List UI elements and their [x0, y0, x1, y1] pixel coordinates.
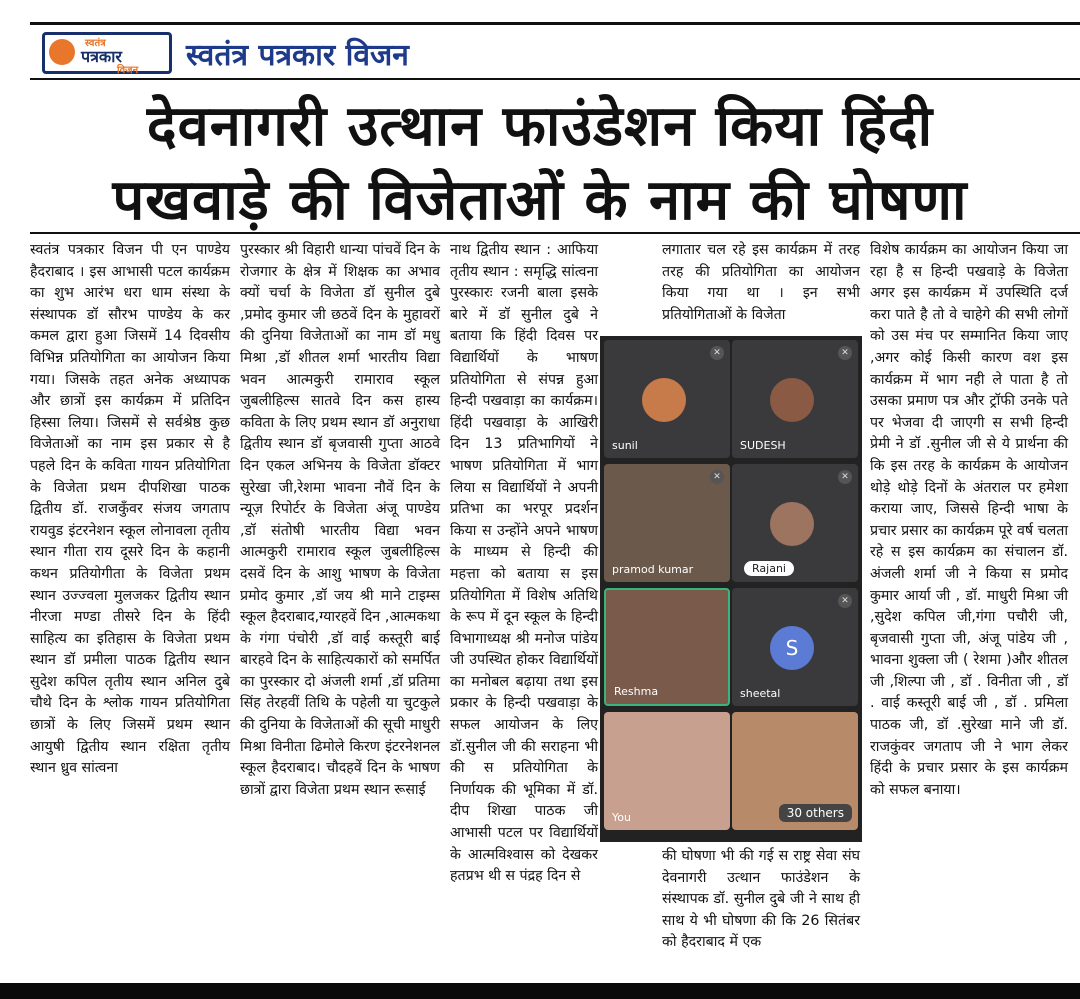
microphone-icon: [49, 39, 75, 65]
publication-logo: [42, 32, 172, 74]
logo-text-main: पत्रकार: [81, 47, 122, 66]
logo-text-bottom: विजन: [117, 65, 139, 76]
participant-name: sheetal: [740, 687, 781, 700]
participant-avatar: [770, 502, 814, 546]
article-column-3: [450, 240, 598, 888]
participant-name: pramod kumar: [612, 563, 694, 576]
muted-mic-icon: ✕: [838, 594, 852, 608]
headline-line-2: पखवाड़े की विजेताओं के नाम की घोषणा: [112, 168, 968, 233]
participant-name-pill: Rajani: [744, 561, 794, 576]
article-text: विशेष कार्यक्रम का आयोजन किया जा रहा है स हिन्दी पखवाड़े के विजेता अगर इस कार्यक्रम में उपस्थिति दर्ज करा पाते है तो वे चाहेगे की सभी लोगों को उस मंच पर सम्मानित किया जाए ,अगर कोई किसी कारण वश इस कार्यक्रम में भाग नही ले पाता है तो उसका प्रमाण पत्र और ट्रॉफी उनके पते पर भेजवा दी जाएगी स सभी हिन्दी प्रेमी ने डॉ .सुनील जी से ये प्रार्थना की कि इस तरह के कार्यक्रम के आयोजन थोड़े थोड़े दिनों के अंतराल पर हमेशा कराया जाए, जिससे हिन्दी भाषा के प्रचार प्रसार का कार्यक्रम पूरे वर्ष चलता रहे स इस कार्यक्रम का संचालन डॉ. अंजली शर्मा जी ने किया स प्रमोद कुमार आर्या जी , डॉ. माधुरी मिश्रा जी ,सुदेश कपिल जी,गंगा पचौरी जी, बृजवासी गुप्ता जी, अंजू पांडेय जी , भावना शुक्ला जी ( रेशमा )और शीतल जी ,शिल्पा जी , डॉ . विनीता जी , डॉ . वाई कस्तूरी बाई जी , डॉ . प्रमिला पाठक जी, डॉ .सुरेखा माने जी डॉ. राजकुंवर जगताप जी ने भाग लेकर हिंदी के प्रचार प्रसार के इस कार्यक्रम को सफल बनाया।: [870, 242, 1068, 798]
participant-avatar: [642, 378, 686, 422]
participant-tile: [732, 340, 858, 458]
article-text: की घोषणा भी की गई स राष्ट्र सेवा संघ देवनागरी उत्थान फाउंडेशन के संस्थापक डॉ. सुनील दुबे जी ने साथ ही साथ ये भी घोषणा की कि 26 सितंबर को हैदराबाद में एक: [662, 848, 860, 951]
bottom-bar: [0, 983, 1080, 999]
masthead-underline: [30, 78, 1080, 80]
logo-text-top: स्वतंत्र: [85, 38, 106, 49]
participant-avatar: [770, 378, 814, 422]
participant-tile: [604, 588, 730, 706]
article-column-4-top: [662, 240, 860, 326]
video-call-screenshot: [600, 336, 862, 842]
publication-title: स्वतंत्र पत्रकार विजन: [186, 37, 409, 73]
avatar-initial: S: [785, 636, 799, 660]
participant-name: sunil: [612, 439, 638, 452]
muted-mic-icon: ✕: [838, 346, 852, 360]
muted-mic-icon: ✕: [710, 470, 724, 484]
participant-tile: [604, 464, 730, 582]
article-text: नाथ द्वितीय स्थान : आफिया तृतीय स्थान : समृद्धि सांत्वना पुरस्कारः रजनी बाला इसके बारे में डॉ सुनील दुबे ने बताया कि हिंदी दिवस पर विद्यार्थियों के भाषण प्रतियोगिता से संपन्न हुआ हिन्दी पखवाड़ा का कार्यक्रम। हिंदी पखवाड़ा के आखिरी दिन 13 प्रतिभागियों ने भाषण प्रतियोगिता में भाग लिया स विद्यार्थियों ने अपनी प्रतिभा का भरपूर प्रदर्शन किया स उन्होंने अपने भाषण के माध्यम से हिन्दी की महत्ता को बताया स इस प्रतियोगिता में विशेष अतिथि के रूप में दून स्कूल के हिन्दी विभागाध्यक्ष श्री मनोज पांडेय जी उपस्थित होकर विद्यार्थियों का मनोबल बढ़ाया तथा इस प्रकार के हिन्दी पखवाड़ा के सफल आयोजन के लिए डॉ.सुनील जी की सराहना भी की स प्रतियोगिता के निर्णायक की भूमिका में डॉ. दीप शिखा पाठक जी आभासी पटल पर विद्यार्थियों के आत्मविश्वास को देखकर हतप्रभ थी स पंद्रह दिन से: [450, 242, 598, 885]
participant-tile: [604, 340, 730, 458]
participant-name: You: [612, 811, 631, 824]
article-column-5: [870, 240, 1068, 801]
masthead: [42, 30, 1062, 76]
muted-mic-icon: ✕: [838, 470, 852, 484]
participant-name: Reshma: [614, 685, 659, 698]
article-text: स्वतंत्र पत्रकार विजन पी एन पाण्डेय हैदराबाद । इस आभासी पटल कार्यक्रम का शुभ आरंभ धरा धाम संस्था के संस्थापक डॉ सौरभ पाण्डेय के कर कमल द्वारा हुआ जिसमें 14 दिवसीय विभिन्न प्रतियोगिता का आयोजन किया गया। जिसके तहत अनेक अध्यापक और छात्रों इस कार्यक्रम में प्रतिदिन हिस्सा लिया। जिसमें से सर्वश्रेष्ठ कुछ विजेताओं का नाम इस प्रकार से है पहले दिन के कविता गायन प्रतियोगिता के विजेता प्रथम दीपशिखा पाठक द्वितीय डॉ. राजकुँवर संजय जगताप रायवुड इंटरनेशन स्कूल लोनावला तृतीय स्थान गीता राय दूसरे दिन के कहानी कथन प्रतियोगीता के विजेता प्रथम स्थान उज्ज्वला मुलजकर द्वितीय स्थान नीरजा मण्डा तीसरे दिन के हिंदी साहित्य का इतिहास के विजेता प्रथम स्थान डॉ प्रमीला पाठक द्वितीय स्थान सुदेश कपिल तृतीय स्थान अनिल दुबे चौथे दिन के श्लोक गायन प्रतियोगिता छात्रों के लिए जिसमें प्रथम स्थान आयुषी द्वितीय स्थान रक्षिता तृतीय स्थान ध्रुव सांत्वना: [30, 242, 230, 777]
participant-tile: [732, 588, 858, 706]
participant-tile-self: [604, 712, 730, 830]
headline-line-1: देवनागरी उत्थान फाउंडेशन किया हिंदी: [146, 94, 934, 159]
article-text: लगातार चल रहे इस कार्यक्रम में तरह तरह की प्रतियोगिता का आयोजन किया गया था । इन सभी प्रतियोगिताओं के विजेता: [662, 242, 860, 323]
article-column-2: [240, 240, 440, 801]
article-column-1: [30, 240, 230, 780]
participant-initial-avatar: [770, 626, 814, 670]
participant-name: SUDESH: [740, 439, 786, 452]
top-border: [30, 22, 1080, 25]
muted-mic-icon: ✕: [710, 346, 724, 360]
participant-tile: [732, 464, 858, 582]
article-text: पुरस्कार श्री विहारी धान्या पांचवें दिन के रोजगार के क्षेत्र में शिक्षक का अभाव क्यों चर्चा के विजेता डॉ सुनील दुबे ,प्रमोद कुमार जी छठवें दिन के मुहावरों की दुनिया विजेताओं का नाम डॉ मधु मिश्रा ,डॉ शीतल शर्मा भारतीय विद्या भवन आत्मकुरी रामाराव स्कूल जुबलीहिल्स सातवे दिन कस हास्य कविता के लिए प्रथम स्थान डॉ अनुराधा द्वितीय स्थान डॉ बृजवासी गुप्ता आठवे दिन एकल अभिनय के विजेता डॉक्टर सुरेखा जी,रेशमा भावना नौवें दिन के न्यूज़ रिपोर्टर के विजेता अंजू पाण्डेय ,डॉ संतोषी भारतीय विद्या भवन आत्मकुरी रामाराव स्कूल जुबलीहिल्स दसवें दिन के आशु भाषण के विजेता प्रमोद कुमार ,डॉ जय श्री माने टाइम्स स्कूल हैदराबाद,ग्यारहवें दिन ,आत्मकथा के गंगा पंचोरी ,डॉ वाई कस्तूरी बाई बारहवे दिन के साहित्यकारों को समर्पित का पुरस्कार दो अंजली शर्मा ,डॉ प्रतिमा सिंह तेरहवीं तिथि के पहेली या चुटकुले की दुनिया के विजेताओं की सूची माधुरी मिश्रा विनीता ढिमोले किरण इंटरनेशनल स्कूल हैदराबाद। चौदहवें दिन के भाषण छात्रों द्वारा विजेता प्रथम स्थान रूसाई: [240, 242, 440, 798]
others-count-badge: 30 others: [779, 804, 852, 822]
participant-tile-others: [732, 712, 858, 830]
article-column-4-bottom: [662, 846, 860, 954]
